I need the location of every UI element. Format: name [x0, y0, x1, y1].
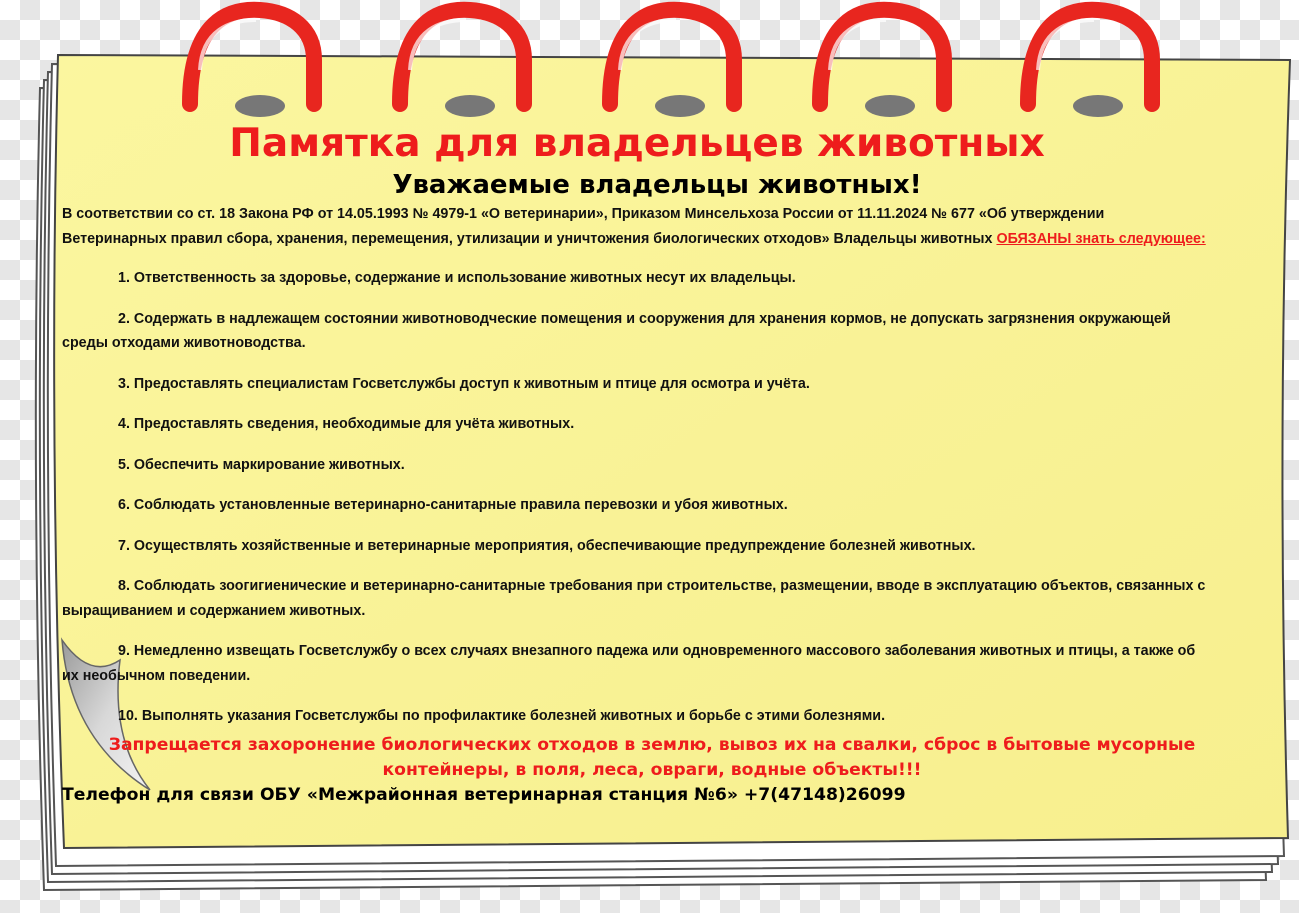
list-item: 8. Соблюдать зоогигиенические и ветеринарно-санитарные требования при строительстве, размещении, вводе в эксплуатацию объектов, связанных с выращиванием и содержанием животных. — [62, 578, 1206, 619]
list-item: 9. Немедленно извещать Госветслужбу о всех случаях внезапного падежа или одновременного массового заболевания животных и птицы, а также об их необычном поведении. — [62, 643, 1196, 684]
memo-subtitle: Уважаемые владельцы животных! — [392, 170, 922, 200]
list-item: 5. Обеспечить маркирование животных. — [118, 456, 405, 473]
intro-paragraph — [62, 202, 1212, 251]
memo-title: Памятка для владельцев животных — [229, 121, 1045, 166]
intro-emphasis: ОБЯЗАНЫ знать следующее: — [996, 230, 1206, 247]
list-item: 2. Содержать в надлежащем состоянии животноводческие помещения и сооружения для хранения кормов, не допускать загрязнения окружающей среды отходами животноводства. — [62, 310, 1171, 351]
list-item: 6. Соблюдать установленные ветеринарно-санитарные правила перевозки и убоя животных. — [118, 497, 788, 513]
list-item: 4. Предоставлять сведения, необходимые для учёта животных. — [118, 416, 575, 432]
intro-text: В соответствии со ст. 18 Закона РФ от 14.05.1993 № 4979-1 «О ветеринарии», Приказом Минсельхоза России от 11.11.2024 № 677 «Об утверждении Ветеринарных правил сбора, хранения, перемещения, утилизации и уничтожения биологических отходов» Владельцы животных — [62, 206, 1105, 247]
list-item: 10. Выполнять указания Госветслужбы по профилактике болезней животных и борьбе с этими болезнями. — [118, 708, 886, 724]
list-item: 3. Предоставлять специалистам Госветслужбы доступ к животным и птице для осмотра и учёта. — [118, 375, 810, 392]
memo-content — [62, 120, 1212, 850]
list-item: 7. Осуществлять хозяйственные и ветеринарные мероприятия, обеспечивающие предупреждение болезней животных. — [118, 537, 976, 554]
contact-phone: Телефон для связи ОБУ «Межрайонная ветеринарная станция №6» +7(47148)26099 — [62, 784, 906, 805]
list-item: 1. Ответственность за здоровье, содержание и использование животных несут их владельцы. — [118, 270, 796, 286]
warning-text: Запрещается захоронение биологических отходов в землю, вывоз их на свалки, сброс в бытовые мусорные контейнеры, в поля, леса, овраги, водные объекты!!! — [108, 734, 1196, 780]
